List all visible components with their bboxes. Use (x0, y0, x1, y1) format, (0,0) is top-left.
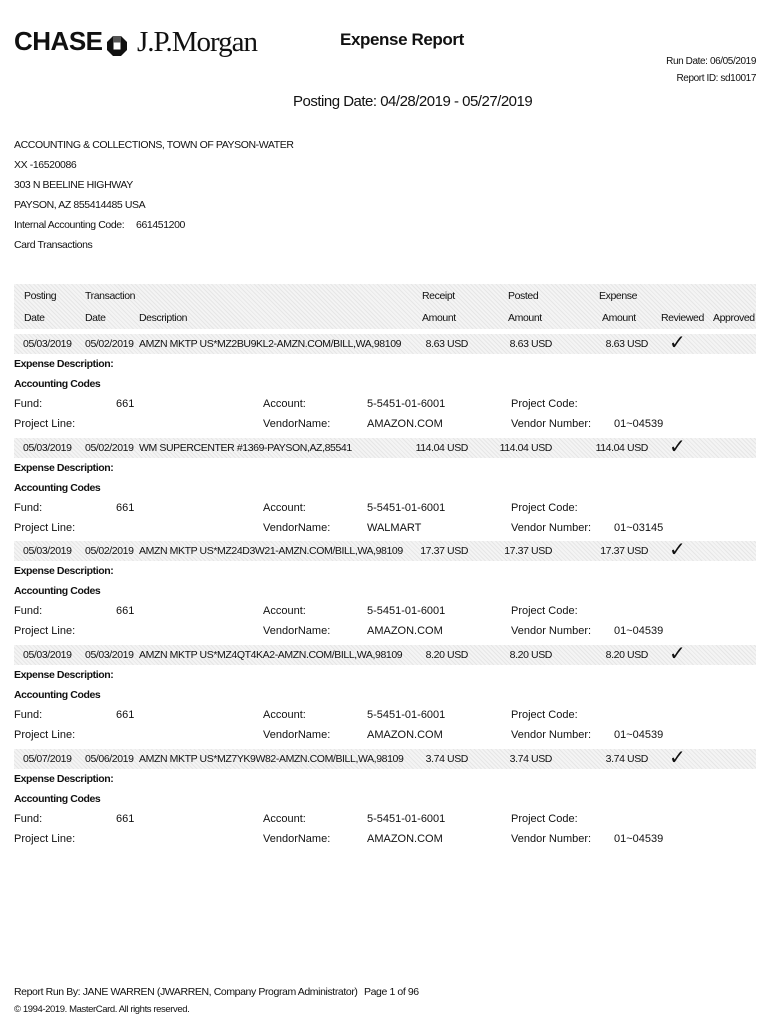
transaction-date: 05/03/2019 (85, 649, 134, 661)
posted-amount: 114.04 USD (499, 442, 552, 454)
transaction-details (0, 459, 770, 542)
fund-label: Fund: (14, 709, 43, 721)
posting-date: 05/03/2019 (23, 545, 72, 557)
vendor-number-label: Vendor Number: (511, 833, 592, 845)
account-value: 5-5451-01-6001 (367, 398, 446, 410)
posted-amount: 8.20 USD (509, 649, 552, 661)
project-line-label: Project Line: (14, 625, 76, 637)
account-label: Account: (263, 813, 306, 825)
project-line-label: Project Line: (14, 522, 76, 534)
col-transaction: Transaction (85, 290, 136, 302)
project-line-label: Project Line: (14, 418, 76, 430)
section-title: Card Transactions (14, 239, 93, 251)
transaction-date: 05/02/2019 (85, 545, 134, 557)
table-row[interactable] (14, 745, 756, 769)
expense-amount: 17.37 USD (600, 545, 648, 557)
internal-code-value: 661451200 (136, 219, 185, 231)
reviewed-check-icon[interactable]: ✓ (669, 434, 686, 458)
project-line-label: Project Line: (14, 729, 76, 741)
report-run-by: Report Run By: JANE WARREN (JWARREN, Company Program Administrator) (14, 986, 358, 998)
receipt-amount: 3.74 USD (425, 753, 468, 765)
table-header (14, 284, 756, 329)
col-expense-amount: Amount (602, 312, 636, 324)
fund-value: 661 (116, 709, 135, 721)
posting-date: 05/03/2019 (23, 442, 72, 454)
reviewed-check-icon[interactable]: ✓ (669, 330, 686, 354)
account-value: 5-5451-01-6001 (367, 813, 446, 825)
vendor-name-value: AMAZON.COM (367, 418, 443, 430)
fund-value: 661 (116, 398, 135, 410)
vendor-name-value: AMAZON.COM (367, 833, 443, 845)
vendor-name-label: VendorName: (263, 833, 331, 845)
fund-value: 661 (116, 813, 135, 825)
internal-code-label: Internal Accounting Code: (14, 219, 125, 231)
account-street: 303 N BEELINE HIGHWAY (14, 179, 133, 191)
project-code-label: Project Code: (511, 398, 578, 410)
project-code-label: Project Code: (511, 605, 578, 617)
expense-description-label: Expense Description: (14, 358, 114, 370)
vendor-name-value: AMAZON.COM (367, 729, 443, 741)
description: AMZN MKTP US*MZ24D3W21-AMZN.COM/BILL,WA,98109 (139, 545, 403, 557)
expense-amount: 8.20 USD (605, 649, 648, 661)
fund-label: Fund: (14, 398, 43, 410)
account-name: ACCOUNTING & COLLECTIONS, TOWN OF PAYSON-WATER (14, 139, 294, 151)
col-reviewed: Reviewed (661, 312, 704, 324)
col-posted: Posted (508, 290, 539, 302)
vendor-number-value: 01~03145 (614, 522, 664, 534)
account-value: 5-5451-01-6001 (367, 709, 446, 721)
transaction-details (0, 770, 770, 853)
expense-description-label: Expense Description: (14, 773, 114, 785)
vendor-number-value: 01~04539 (614, 625, 664, 637)
expense-amount: 8.63 USD (605, 338, 648, 350)
chase-logo (14, 26, 127, 57)
transaction-details (0, 666, 770, 749)
reviewed-check-icon[interactable]: ✓ (669, 641, 686, 665)
vendor-number-value: 01~04539 (614, 833, 664, 845)
description: AMZN MKTP US*MZ7YK9W82-AMZN.COM/BILL,WA,98109 (139, 753, 404, 765)
posting-date: 05/07/2019 (23, 753, 72, 765)
project-line-label: Project Line: (14, 833, 76, 845)
accounting-codes-label: Accounting Codes (14, 378, 101, 390)
vendor-name-label: VendorName: (263, 522, 331, 534)
vendor-number-label: Vendor Number: (511, 729, 592, 741)
vendor-number-value: 01~04539 (614, 729, 664, 741)
description: WM SUPERCENTER #1369-PAYSON,AZ,85541 (139, 442, 352, 454)
transaction-date: 05/06/2019 (85, 753, 134, 765)
expense-description-label: Expense Description: (14, 565, 114, 577)
posting-date: 05/03/2019 (23, 649, 72, 661)
report-title: Expense Report (340, 30, 464, 49)
col-posted-amount: Amount (508, 312, 542, 324)
report-id: Report ID: sd10017 (676, 73, 756, 84)
table-row[interactable] (14, 641, 756, 665)
fund-value: 661 (116, 605, 135, 617)
account-city: PAYSON, AZ 855414485 USA (14, 199, 146, 211)
page-number: Page 1 of 96 (364, 986, 419, 998)
receipt-amount: 8.20 USD (425, 649, 468, 661)
col-transaction-date: Date (85, 312, 106, 324)
receipt-amount: 114.04 USD (415, 442, 468, 454)
copyright: © 1994-2019. MasterCard. All rights reserved. (14, 1004, 190, 1015)
fund-label: Fund: (14, 605, 43, 617)
table-row[interactable] (14, 537, 756, 561)
expense-amount: 3.74 USD (605, 753, 648, 765)
posted-amount: 3.74 USD (509, 753, 552, 765)
project-code-label: Project Code: (511, 709, 578, 721)
account-label: Account: (263, 398, 306, 410)
transaction-date: 05/02/2019 (85, 338, 134, 350)
account-value: 5-5451-01-6001 (367, 502, 446, 514)
posting-date-range: Posting Date: 04/28/2019 - 05/27/2019 (293, 93, 533, 110)
col-posting-date: Date (24, 312, 45, 324)
posting-date: 05/03/2019 (23, 338, 72, 350)
run-date: Run Date: 06/05/2019 (666, 56, 756, 67)
col-receipt-amount: Amount (422, 312, 456, 324)
jpmorgan-logo: J.P.Morgan (137, 26, 257, 58)
transaction-details (0, 562, 770, 645)
account-value: 5-5451-01-6001 (367, 605, 446, 617)
project-code-label: Project Code: (511, 813, 578, 825)
posted-amount: 17.37 USD (504, 545, 552, 557)
vendor-name-label: VendorName: (263, 418, 331, 430)
receipt-amount: 8.63 USD (425, 338, 468, 350)
vendor-number-label: Vendor Number: (511, 522, 592, 534)
vendor-name-value: AMAZON.COM (367, 625, 443, 637)
account-label: Account: (263, 502, 306, 514)
col-description: Description (139, 312, 188, 324)
expense-amount: 114.04 USD (595, 442, 648, 454)
fund-label: Fund: (14, 502, 43, 514)
expense-description-label: Expense Description: (14, 462, 114, 474)
col-receipt: Receipt (422, 290, 455, 302)
posted-amount: 8.63 USD (509, 338, 552, 350)
vendor-number-label: Vendor Number: (511, 418, 592, 430)
vendor-name-label: VendorName: (263, 625, 331, 637)
fund-label: Fund: (14, 813, 43, 825)
accounting-codes-label: Accounting Codes (14, 689, 101, 701)
account-number: XX -16520086 (14, 159, 77, 171)
description: AMZN MKTP US*MZ2BU9KL2-AMZN.COM/BILL,WA,98109 (139, 338, 402, 350)
account-label: Account: (263, 605, 306, 617)
reviewed-check-icon[interactable]: ✓ (669, 537, 686, 561)
chase-logo-text: CHASE (14, 26, 103, 56)
reviewed-check-icon[interactable]: ✓ (669, 745, 686, 769)
transaction-details (0, 355, 770, 438)
expense-description-label: Expense Description: (14, 669, 114, 681)
description: AMZN MKTP US*MZ4QT4KA2-AMZN.COM/BILL,WA,98109 (139, 649, 403, 661)
project-code-label: Project Code: (511, 502, 578, 514)
col-approved: Approved (713, 312, 755, 324)
table-row[interactable] (14, 330, 756, 354)
receipt-amount: 17.37 USD (420, 545, 468, 557)
col-expense: Expense (599, 290, 638, 302)
account-label: Account: (263, 709, 306, 721)
vendor-name-value: WALMART (367, 522, 422, 534)
fund-value: 661 (116, 502, 135, 514)
table-row[interactable] (14, 434, 756, 458)
vendor-number-value: 01~04539 (614, 418, 664, 430)
accounting-codes-label: Accounting Codes (14, 585, 101, 597)
vendor-name-label: VendorName: (263, 729, 331, 741)
col-posting: Posting (24, 290, 57, 302)
vendor-number-label: Vendor Number: (511, 625, 592, 637)
chase-octagon-icon (107, 32, 127, 52)
transaction-date: 05/02/2019 (85, 442, 134, 454)
accounting-codes-label: Accounting Codes (14, 482, 101, 494)
accounting-codes-label: Accounting Codes (14, 793, 101, 805)
